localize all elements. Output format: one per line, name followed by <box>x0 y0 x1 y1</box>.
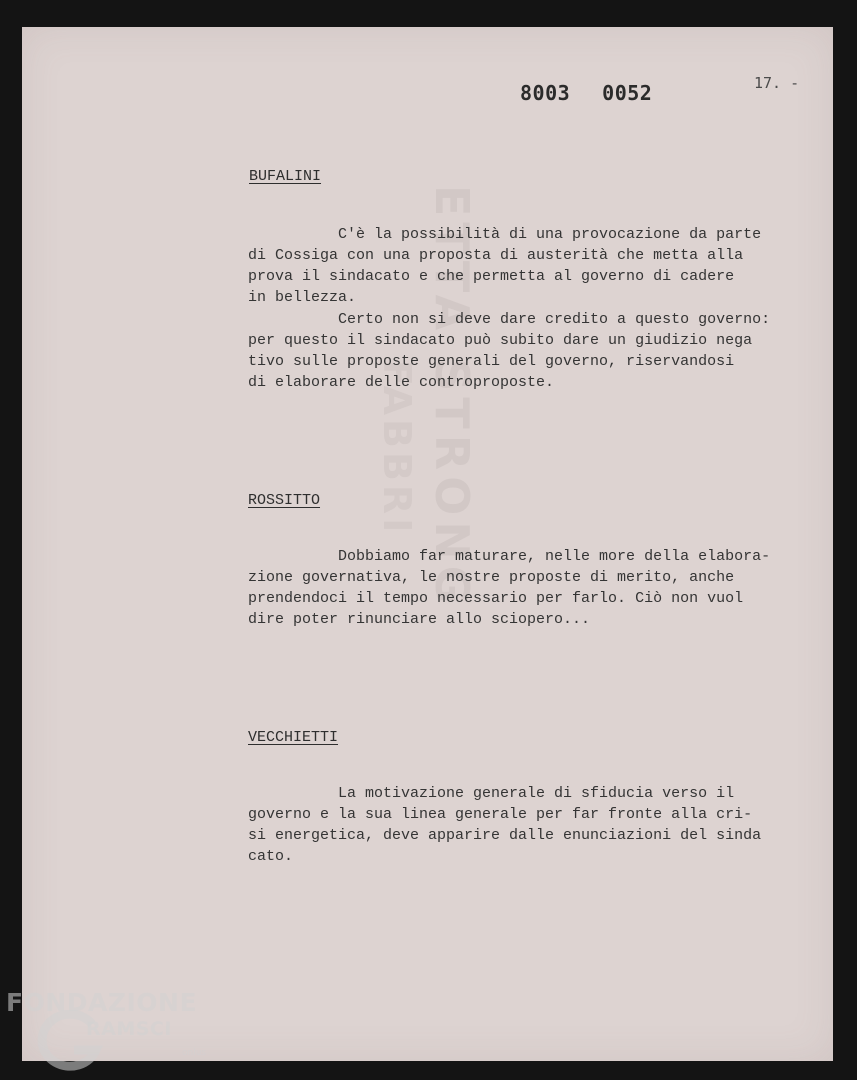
speaker-heading-vecchietti: VECCHIETTI <box>248 729 339 746</box>
archive-number <box>520 81 652 105</box>
watermark-text-secondary: FABBRI <box>375 360 419 537</box>
archive-number-part-b: 0052 <box>602 81 653 105</box>
paragraph-vecchietti-1: La motivazione generale di sfiducia verso il governo e la sua linea generale per far fronte alla cri- si energetica, deve apparire dalle enunciazioni del sinda cato. <box>248 785 762 865</box>
speaker-heading-bufalini: BUFALINI <box>249 168 322 185</box>
paragraph-bufalini-1: C'è la possibilità di una provocazione da parte di Cossiga con una proposta di austerità che metta alla prova il sindacato e che permetta al governo di cadere in bellezza. <box>248 226 762 306</box>
logo-subtext: onlus <box>182 1048 207 1058</box>
speaker-heading-rossitto: ROSSITTO <box>248 492 321 509</box>
page-number: 17. - <box>754 74 800 92</box>
watermark-text: ETTA STRONG <box>425 185 479 610</box>
paragraph-bufalini-2: Certo non si deve dare credito a questo governo: per questo il sindacato può subito dare un giudizio nega tivo sulle proposte generali del governo, riservandosi di elaborare delle controproposte. <box>248 311 771 391</box>
fondazione-gramsci-logo <box>6 988 216 1078</box>
logo-text-line1: FONDAZIONE <box>6 988 198 1017</box>
logo-text-line2: RAMSCI <box>86 1018 172 1040</box>
archive-number-part-a: 8003 <box>520 81 571 105</box>
paragraph-rossitto-1: Dobbiamo far maturare, nelle more della elabora- zione governativa, le nostre proposte di merito, anche prendendoci il tempo necessario per farlo. Ciò non vuol dire poter rinunciare allo sciopero... <box>248 548 771 628</box>
